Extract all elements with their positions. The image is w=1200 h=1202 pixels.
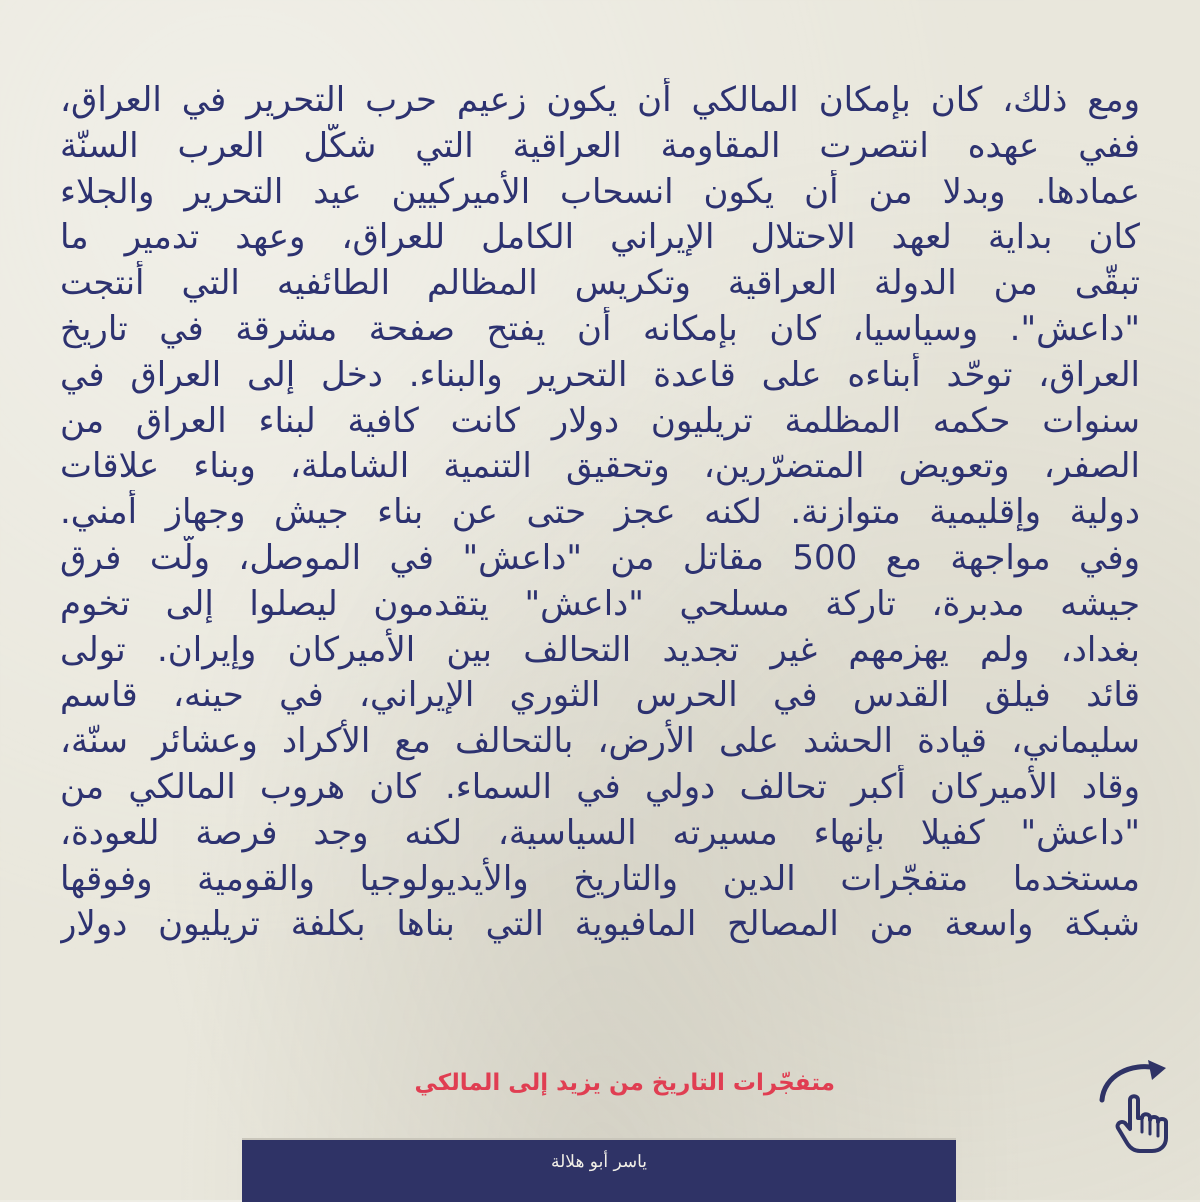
- article-line: بغداد، ولم يهزمهم غير تجديد التحالف بين الأميركان وإيران. تولى: [60, 629, 1140, 670]
- article-line: جيشه مدبرة، تاركة مسلحي "داعش" يتقدمون ليصلوا إلى تخوم: [60, 583, 1140, 624]
- article-line: ففي عهده انتصرت المقاومة العراقية التي شكّل العرب السنّة: [60, 125, 1140, 166]
- article-line: "داعش" كفيلا بإنهاء مسيرته السياسية، لكنه وجد فرصة للعودة،: [60, 812, 1140, 853]
- footer-headline-row: [60, 1058, 1140, 1138]
- article-line: تبقّى من الدولة العراقية وتكريس المظالم الطائفيه التي أنتجت: [60, 263, 1140, 304]
- article-line: ومع ذلك، كان بإمكان المالكي أن يكون زعيم حرب التحرير في العراق،: [60, 80, 1140, 120]
- article-line: مستخدما متفجّرات الدين والتاريخ والأيديولوجيا والقومية وفوقها: [60, 858, 1140, 899]
- article-headline-link[interactable]: متفجّرات التاريخ من يزيد إلى المالكي: [414, 1070, 835, 1096]
- article-line: دولية وإقليمية متوازنة. لكنه عجز حتى عن بناء جيش وجهاز أمني.: [60, 492, 1140, 533]
- article-line: كان بداية لعهد الاحتلال الإيراني الكامل للعراق، وعهد تدمير ما: [60, 217, 1140, 258]
- article-line: وفي مواجهة مع 500 مقاتل من "داعش" في الموصل، ولّت فرق: [60, 537, 1140, 578]
- article-line: وقاد الأميركان أكبر تحالف دولي في السماء. كان هروب المالكي من: [60, 766, 1140, 807]
- article-line: "داعش". وسياسيا، كان بإمكانه أن يفتح صفحة مشرقة في تاريخ: [60, 308, 1140, 349]
- article-line: قائد فيلق القدس في الحرس الثوري الإيراني، في حينه، قاسم: [60, 675, 1140, 716]
- hand-pointer-with-curved-arrow-icon[interactable]: [1090, 1058, 1180, 1153]
- author-signature: ياسر أبو هلالة: [551, 1152, 647, 1172]
- article-line: الصفر، وتعويض المتضرّرين، وتحقيق التنمية الشاملة، وبناء علاقات: [60, 446, 1140, 487]
- article-line: سليماني، قيادة الحشد على الأرض، بالتحالف مع الأكراد وعشائر سنّة،: [60, 721, 1140, 762]
- author-bar: [242, 1138, 956, 1202]
- article-line: شبكة واسعة من المصالح المافيوية التي بناها بكلفة تريليون دولار: [60, 904, 1140, 945]
- article-line: سنوات حكمه المظلمة تريليون دولار كانت كافية لبناء العراق من: [60, 400, 1140, 441]
- article-body: [60, 78, 1140, 948]
- article-line: عمادها. وبدلا من أن يكون انسحاب الأميركيين عيد التحرير والجلاء: [60, 171, 1140, 212]
- article-line: العراق، توحّد أبناءه على قاعدة التحرير والبناء. دخل إلى العراق في: [60, 354, 1140, 395]
